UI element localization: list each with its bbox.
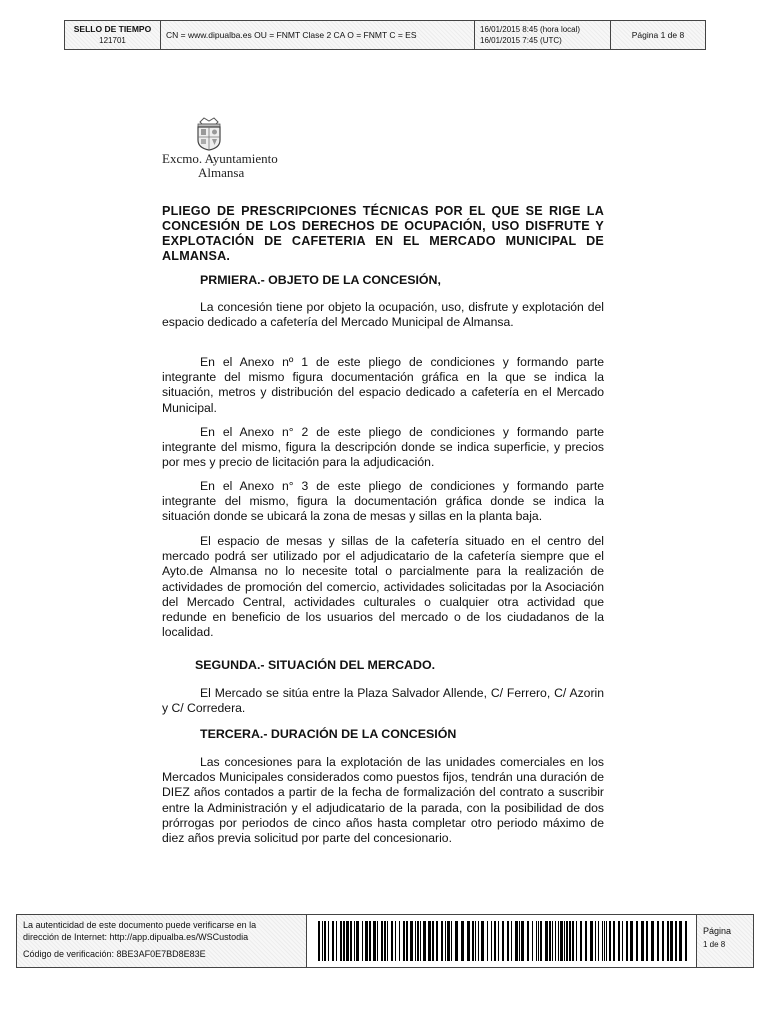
coat-of-arms-icon [194,116,224,152]
footer-page-number [697,915,753,967]
barcode-graphic [316,919,688,963]
timestamp-header [64,20,706,50]
paragraph: En el Anexo n° 3 de este pliego de condiciones y formando parte integrante del mismo, figura la documentación gráfica donde se indica la situación donde se ubicará la zona de mesas y sillas en la planta baja. [162,479,604,524]
verification-url-line: dirección de Internet: http://app.dipualba.es/WSCustodia [23,932,249,942]
header-page-text: Página 1 de 8 [631,29,685,40]
barcode [307,915,697,967]
verification-text-line1: La autenticidad de este documento puede verificarse en la [23,920,257,930]
header-page-number [611,21,705,49]
paragraph: El espacio de mesas y sillas de la cafetería situado en el centro del mercado podrá ser utilizado por el adjudicatario de la cafetería siempre que el Ayto.de Almansa no lo necesite total o parcialmente para la realización de actividades de promoción del comercio, actividades solicitadas por la Asociación del Mercado Central, actividades culturales o cualquier otra actividad que redunde en beneficio de los usuarios del mercado o de los ciudadanos de la localidad. [162,534,604,640]
timestamp-dates [475,21,611,49]
paragraph: La concesión tiene por objeto la ocupación, uso, disfrute y explotación del espacio dedicado a cafetería del Mercado Municipal de Almansa. [162,300,604,330]
paragraph: En el Anexo nº 1 de este pliego de condiciones y formando parte integrante del mismo figura documentación gráfica en la que se indica la situación, metros y distribución del espacio dedicado a cafetería en el Mercado Municipal. [162,355,604,415]
date-local: 16/01/2015 8:45 (hora local) [480,25,581,34]
institution-name [162,152,278,180]
date-utc: 16/01/2015 7:45 (UTC) [480,36,562,45]
section-heading-tercera: TERCERA.- DURACIÓN DE LA CONCESIÓN [200,727,457,741]
certificate-cn: CN = www.dipualba.es OU = FNMT Clase 2 CA O = FNMT C = ES [166,29,417,40]
paragraph: El Mercado se sitúa entre la Plaza Salvador Allende, C/ Ferrero, C/ Azorin y C/ Corredera. [162,686,604,716]
timestamp-cell [65,21,161,49]
paragraph: En el Anexo n° 2 de este pliego de condiciones y formando parte integrante del mismo, figura la descripción donde se indica superficie, y precios por mes y precio de licitación para la adjudicación. [162,425,604,470]
certificate-info [161,21,475,49]
timestamp-label: SELLO DE TIEMPO [73,24,152,34]
document-title: PLIEGO DE PRESCRIPCIONES TÉCNICAS POR EL QUE SE RIGE LA CONCESIÓN DE LOS DERECHOS DE OCUPACIÓN, USO DISFRUTE Y EXPLOTACIÓN DE CAFETERIA EN EL MERCADO MUNICIPAL DE ALMANSA. [162,204,604,263]
institution-line2: Almansa [198,165,245,180]
section-heading-segunda: SEGUNDA.- SITUACIÓN DEL MERCADO. [195,658,436,672]
verification-code: Código de verificación: 8BE3AF0E7BD8E83E [23,949,206,959]
verification-footer [16,914,754,968]
footer-page-value: 1 de 8 [703,940,726,949]
institution-line1: Excmo. Ayuntamiento [162,151,278,166]
timestamp-number: 121701 [99,36,126,45]
verification-info [17,915,307,967]
footer-page-label: Página [703,926,732,936]
section-heading-primera: PRMIERA.- OBJETO DE LA CONCESIÓN, [200,273,441,287]
paragraph: Las concesiones para la explotación de las unidades comerciales en los Mercados Municipales considerados como puestos fijos, tendrán una duración de DIEZ años contados a partir de la fecha de formalización del contrato a suscribir entre la Administración y el adjudicatario de la parada, con la posibilidad de dos prórrogas por periodos de cinco años hasta completar otro periodo máximo de diez años previa solicitud por parte del concesionario. [162,755,604,846]
